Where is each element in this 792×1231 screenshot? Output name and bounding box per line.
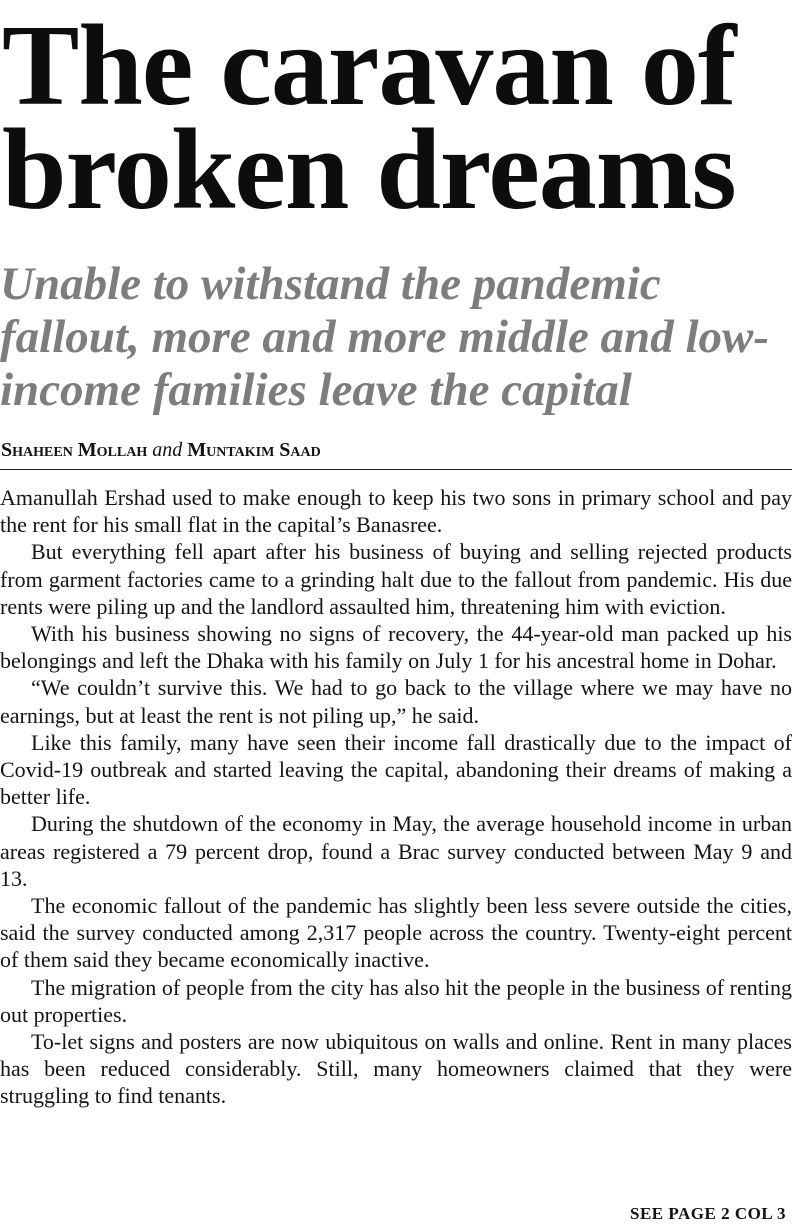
article-paragraph: The migration of people from the city has also hit the people in the business of renting out properties. bbox=[0, 974, 792, 1027]
article-paragraph: To-let signs and posters are now ubiquitous on walls and online. Rent in many places has been reduced considerably. Still, many homeowners claimed that they were struggling to find tenants. bbox=[0, 1029, 792, 1109]
byline-author-1: Shaheen Mollah bbox=[1, 439, 148, 461]
article-paragraph: But everything fell apart after his business of buying and selling rejected products from garment factories came to a grinding halt due to the fallout from pandemic. His due rents were piling up and the landlord assaulted him, threatening him with eviction. bbox=[0, 539, 792, 619]
byline-conjunction: and bbox=[152, 439, 183, 461]
article-paragraph: “We couldn’t survive this. We had to go back to the village where we may have no earnings, but at least the rent is not piling up,” he said. bbox=[0, 675, 792, 728]
byline bbox=[1, 438, 321, 462]
article-paragraph: The economic fallout of the pandemic has slightly been less severe outside the cities, said the survey conducted among 2,317 people across the country. Twenty-eight percent of them said they became economically inactive. bbox=[0, 893, 792, 973]
article-paragraph: Like this family, many have seen their income fall drastically due to the impact of Covid-19 outbreak and started leaving the capital, abandoning their dreams of making a better life. bbox=[0, 729, 792, 810]
byline-divider bbox=[0, 469, 792, 470]
headline: The caravan of broken dreams bbox=[2, 2, 736, 234]
article-body bbox=[0, 484, 792, 1110]
article-paragraph: Amanullah Ershad used to make enough to keep his two sons in primary school and pay the rent for his small flat in the capital’s Banasree. bbox=[0, 485, 792, 538]
article-paragraph: During the shutdown of the economy in May, the average household income in urban areas registered a 79 percent drop, found a Brac survey conducted between May 9 and 13. bbox=[0, 811, 792, 891]
continuation-jump-line[interactable]: SEE PAGE 2 COL 3 bbox=[630, 1204, 786, 1223]
byline-author-2: Muntakim Saad bbox=[187, 439, 321, 461]
deck-subheadline: Unable to withstand the pandemic fallout, more and more middle and low-income families leave the capital bbox=[0, 258, 770, 416]
article-paragraph: With his business showing no signs of recovery, the 44-year-old man packed up his belongings and left the Dhaka with his family on July 1 for his ancestral home in Dohar. bbox=[0, 621, 792, 674]
